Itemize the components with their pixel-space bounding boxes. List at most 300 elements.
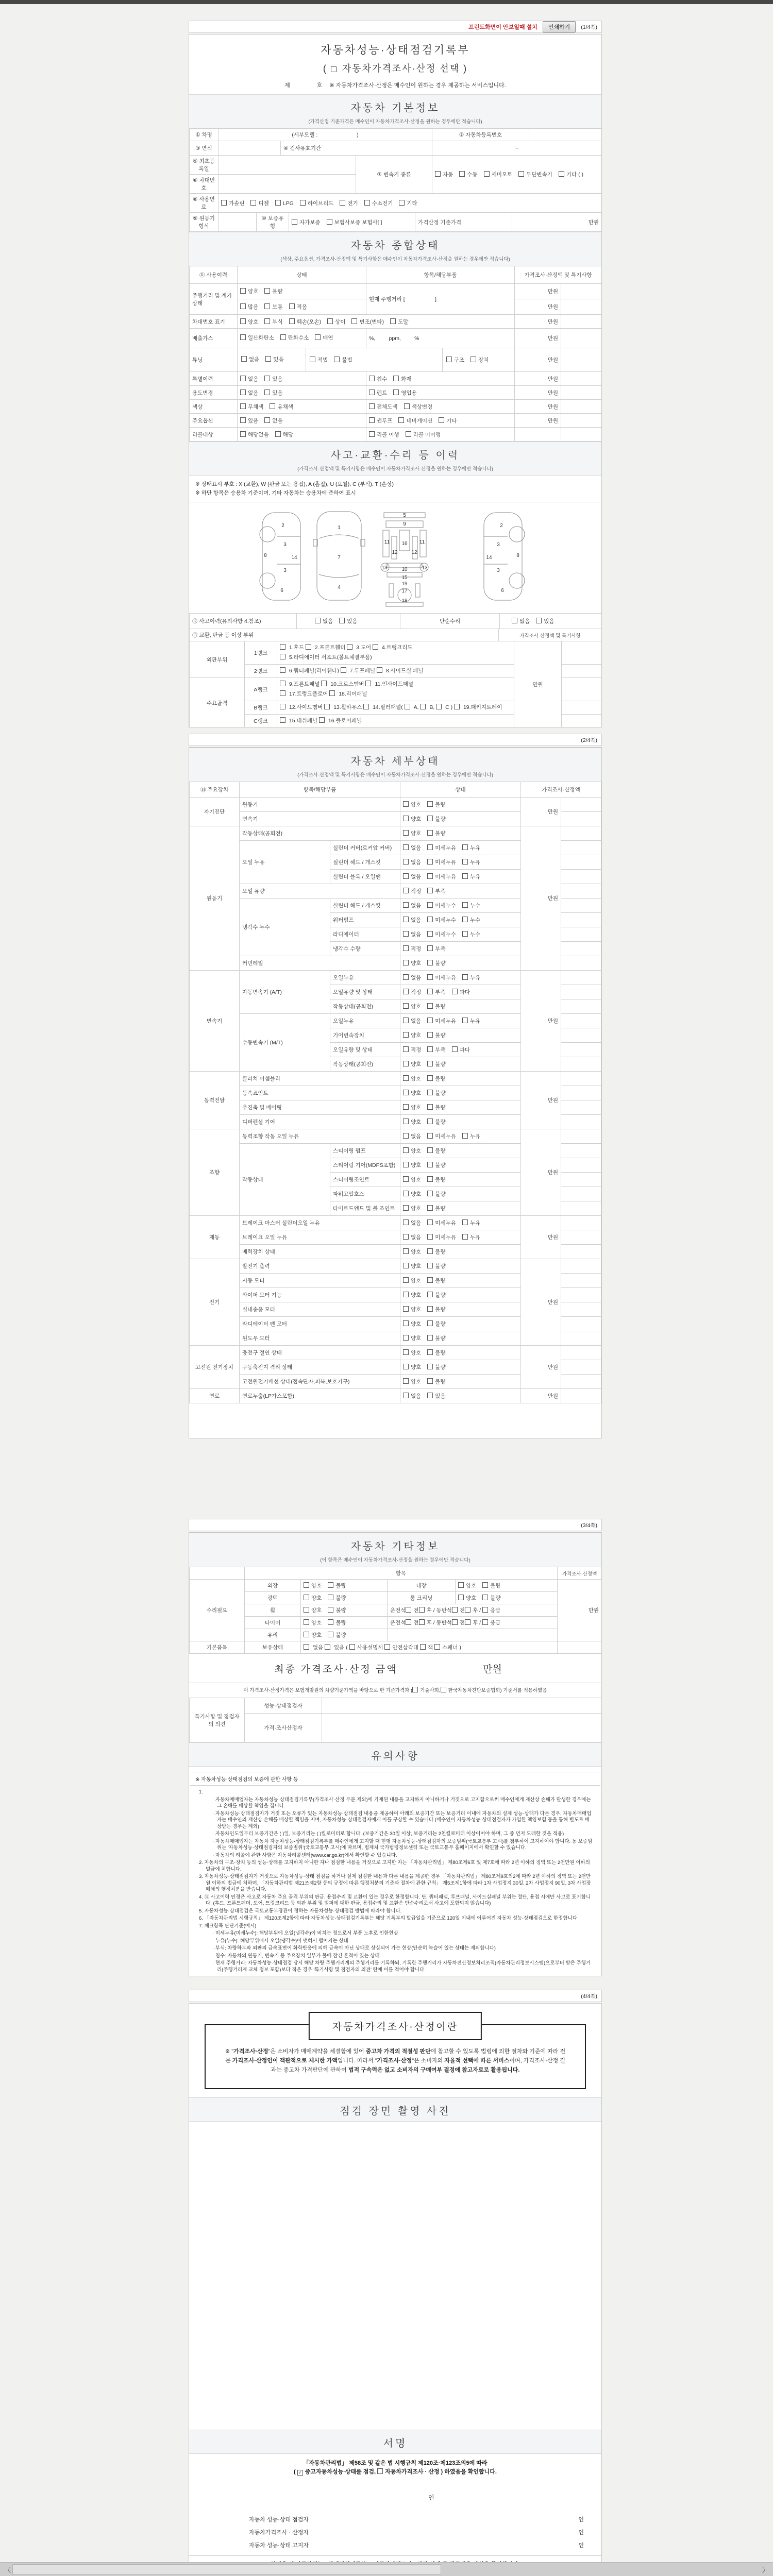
checkbox[interactable] (264, 318, 270, 324)
checkbox[interactable] (427, 1032, 433, 1038)
checkbox[interactable] (427, 1263, 433, 1268)
checkbox-option (462, 859, 480, 866)
checkbox[interactable] (403, 888, 409, 893)
row-tuning-label: 튜닝 (190, 348, 238, 372)
checkbox-option (265, 357, 283, 363)
option-label: 수소전기 (372, 200, 393, 207)
checkbox[interactable] (403, 1191, 409, 1196)
checkbox[interactable] (427, 931, 433, 937)
state-options (400, 999, 521, 1014)
checkbox[interactable] (304, 1644, 309, 1650)
checkbox[interactable] (482, 1619, 488, 1625)
checkbox[interactable] (441, 1687, 446, 1692)
checkbox[interactable] (264, 389, 270, 395)
checkbox[interactable] (452, 989, 458, 994)
checkbox[interactable] (304, 1582, 309, 1588)
rank-note (562, 715, 602, 728)
checkbox[interactable] (280, 717, 285, 723)
checkbox[interactable] (328, 1595, 333, 1600)
checkbox-option (403, 1220, 421, 1226)
checkbox[interactable] (331, 66, 337, 72)
checkbox[interactable] (419, 1619, 425, 1625)
checkbox[interactable] (465, 1607, 470, 1613)
checkbox[interactable] (482, 1607, 488, 1613)
fuel-option (399, 200, 417, 207)
option-label: 누유 (469, 1234, 481, 1241)
checkbox[interactable] (427, 1090, 433, 1095)
checkbox-option (427, 931, 456, 938)
notice-no: 6. (199, 1916, 203, 1921)
checkbox[interactable] (465, 1619, 470, 1625)
panel-number: 15 (401, 575, 408, 581)
checkbox[interactable] (403, 945, 409, 951)
checkbox[interactable] (427, 1162, 433, 1167)
checkbox[interactable] (427, 888, 433, 893)
scroll-right-arrow[interactable]: 〉 (762, 2566, 769, 2574)
checkbox[interactable] (373, 644, 378, 650)
checkbox[interactable] (405, 704, 410, 709)
checkbox[interactable] (403, 816, 409, 821)
option-label: 양호 (411, 1292, 422, 1298)
checkbox[interactable] (384, 1644, 390, 1650)
checkbox[interactable] (304, 1632, 309, 1637)
checkbox[interactable] (403, 1306, 409, 1312)
checkbox[interactable] (427, 1219, 433, 1225)
checkbox-option (427, 1321, 445, 1327)
checkbox[interactable] (240, 318, 246, 324)
checkbox[interactable] (427, 1205, 433, 1211)
checkbox[interactable] (369, 403, 375, 409)
seal-mark: 인 (578, 2530, 584, 2536)
checkbox[interactable] (427, 989, 433, 994)
checkbox[interactable] (462, 902, 468, 908)
checkbox[interactable] (482, 1582, 488, 1588)
checkbox[interactable] (427, 1118, 433, 1124)
checkbox[interactable] (390, 318, 396, 324)
checkbox[interactable] (427, 974, 433, 980)
checkbox[interactable] (462, 974, 468, 980)
col-device: ⑭ 주요장치 (190, 782, 240, 798)
accident-history-row (189, 613, 602, 629)
group-note (561, 913, 601, 927)
checkbox[interactable] (403, 1335, 409, 1341)
checkbox[interactable] (329, 690, 335, 696)
checkbox[interactable] (289, 303, 295, 309)
option-label: 미세누유 (435, 1234, 456, 1241)
checkbox[interactable] (427, 1104, 433, 1110)
checkbox[interactable] (427, 830, 433, 836)
checkbox[interactable] (275, 200, 281, 206)
checkbox[interactable] (403, 917, 409, 922)
checkbox[interactable] (427, 1378, 433, 1384)
checkbox[interactable] (482, 1595, 488, 1600)
checkbox[interactable] (420, 704, 426, 709)
checkbox[interactable] (427, 1133, 433, 1139)
checkbox[interactable] (435, 171, 441, 177)
checkbox[interactable] (300, 200, 306, 206)
checkbox[interactable] (462, 931, 468, 937)
tuning-exist (238, 348, 306, 371)
checkbox-option (458, 1583, 476, 1589)
checkbox[interactable] (427, 1292, 433, 1297)
checkbox[interactable] (264, 417, 270, 423)
price-0: 만원 (515, 372, 561, 386)
checkbox[interactable] (427, 1277, 433, 1283)
checkbox[interactable] (324, 704, 330, 709)
checkbox-option (462, 917, 480, 923)
checkbox[interactable] (328, 1619, 333, 1625)
part-group-label: 작동상태 (240, 1144, 330, 1216)
checkbox-option (452, 1047, 470, 1053)
checkbox[interactable] (419, 1607, 425, 1613)
checkbox[interactable] (427, 873, 433, 879)
checkbox-option (240, 432, 269, 438)
checkbox[interactable] (369, 389, 375, 395)
checkbox[interactable] (427, 801, 433, 807)
checkbox[interactable] (403, 989, 409, 994)
checkbox[interactable] (334, 357, 340, 362)
checkbox[interactable] (446, 357, 452, 362)
rank-items: 15.대쉬패널 16.플로어패널 (277, 715, 514, 728)
scroll-left-arrow[interactable]: 〈 (4, 2566, 11, 2574)
checkbox[interactable] (275, 431, 281, 437)
checkbox[interactable] (280, 681, 285, 686)
checkbox[interactable] (403, 1234, 409, 1240)
checkbox[interactable] (347, 644, 352, 650)
checkbox[interactable] (327, 318, 333, 324)
part-label: 스티어링 기어(MDPS포함) (330, 1158, 400, 1173)
option-label: 무채색 (248, 403, 264, 410)
checkbox[interactable] (369, 417, 375, 423)
checkbox[interactable] (403, 1349, 409, 1355)
checkbox[interactable] (427, 1306, 433, 1312)
checkbox[interactable] (420, 1644, 426, 1650)
checkbox[interactable] (403, 1378, 409, 1384)
checkbox[interactable] (240, 403, 246, 409)
device-group-label: 제동 (190, 1216, 240, 1259)
option-label: 불량 (435, 802, 446, 808)
checkbox[interactable] (240, 417, 246, 423)
checkbox[interactable] (454, 704, 460, 709)
checkbox[interactable] (427, 917, 433, 922)
checkbox[interactable] (270, 403, 275, 409)
page-4 (189, 1990, 602, 2563)
checkbox[interactable] (462, 873, 468, 879)
checkbox-option (304, 1583, 322, 1589)
checkbox[interactable] (462, 844, 468, 850)
checkbox[interactable] (439, 417, 444, 423)
checkbox[interactable] (404, 403, 410, 409)
checkbox[interactable] (403, 1364, 409, 1369)
checkbox[interactable] (436, 704, 442, 709)
checkbox[interactable] (289, 318, 295, 324)
checkbox[interactable] (452, 1046, 458, 1052)
checkbox[interactable] (427, 1061, 433, 1066)
option-label: 없음 (248, 376, 259, 382)
checkbox[interactable] (306, 644, 311, 650)
checkbox[interactable] (458, 1582, 464, 1588)
checkbox[interactable] (403, 1018, 409, 1023)
checkbox[interactable] (403, 1320, 409, 1326)
repair-item-2: 룸 크리닝 (388, 1592, 456, 1604)
notice-no: 1. (199, 1789, 203, 1795)
checkbox[interactable] (403, 1176, 409, 1182)
emission-note (561, 329, 602, 348)
checkbox[interactable] (319, 717, 325, 723)
checkbox[interactable] (403, 1162, 409, 1167)
checkbox[interactable] (264, 303, 270, 309)
checkbox[interactable] (427, 902, 433, 908)
option-label: 양호 (411, 1263, 422, 1269)
checkbox[interactable] (462, 1219, 468, 1225)
part-label: 구동축전지 격리 상태 (240, 1360, 400, 1375)
checkbox[interactable] (406, 1619, 411, 1625)
checkbox[interactable] (264, 288, 270, 294)
checkbox-option (427, 1206, 445, 1212)
checkbox[interactable] (403, 1104, 409, 1110)
checkbox[interactable] (427, 1364, 433, 1369)
checkbox[interactable] (240, 389, 246, 395)
device-group-label: 조향 (190, 1129, 240, 1216)
checkbox[interactable] (406, 431, 411, 437)
option-label: 썬루프 (377, 417, 393, 424)
checkbox[interactable] (280, 667, 285, 673)
checkbox-option (393, 376, 411, 382)
group-note (561, 798, 601, 812)
checkbox[interactable] (403, 1046, 409, 1052)
rank-price: 만원 (514, 641, 562, 728)
checkbox[interactable] (427, 1335, 433, 1341)
checkbox[interactable] (403, 1032, 409, 1038)
option-label: 양호 (411, 1148, 422, 1154)
checkbox[interactable] (369, 376, 375, 381)
checkbox[interactable] (427, 1147, 433, 1153)
checkbox[interactable] (427, 816, 433, 821)
option-label: 누유 (469, 975, 481, 981)
panel-number: 16 (401, 541, 408, 547)
checkbox[interactable] (403, 830, 409, 836)
checkbox[interactable] (398, 417, 404, 423)
checkbox[interactable] (280, 644, 285, 650)
checkbox[interactable] (434, 1644, 440, 1650)
checkbox[interactable] (240, 376, 246, 381)
option-label: 불량 (435, 1292, 446, 1298)
checkbox[interactable] (462, 1018, 468, 1023)
checkbox[interactable] (452, 1607, 458, 1613)
option-label: 불량 (435, 1076, 446, 1082)
checkbox-option (427, 1105, 445, 1111)
checkbox[interactable] (363, 704, 369, 709)
checkbox[interactable] (250, 200, 256, 206)
option-label: 불량 (335, 1632, 346, 1638)
checkbox[interactable] (462, 859, 468, 865)
checkbox[interactable] (462, 1234, 468, 1240)
checkbox[interactable] (427, 1191, 433, 1196)
checkbox[interactable] (393, 376, 399, 381)
checkbox[interactable] (328, 1632, 333, 1637)
checkbox[interactable] (377, 667, 382, 673)
checkbox[interactable] (403, 1090, 409, 1095)
legend-line-2: ※ 하단 항목은 승용차 기준이며, 기타 자동차는 승용차에 준하여 표시 (195, 490, 356, 496)
checkbox[interactable] (403, 1205, 409, 1211)
print-button[interactable]: 인쇄하기 (543, 21, 576, 32)
checkbox[interactable] (403, 1003, 409, 1009)
checkbox[interactable] (462, 917, 468, 922)
checkbox[interactable] (403, 1061, 409, 1066)
checkbox[interactable] (304, 1595, 309, 1600)
section-title: 자동차 종합상태 (350, 240, 440, 251)
checkbox[interactable] (221, 200, 227, 206)
checkbox[interactable] (427, 859, 433, 865)
panel-number: 14 (486, 555, 492, 561)
checkbox[interactable] (403, 1277, 409, 1283)
checkbox[interactable] (280, 704, 285, 709)
checkbox[interactable] (328, 1607, 333, 1613)
checkbox[interactable] (351, 318, 357, 324)
checkbox[interactable] (484, 171, 490, 177)
checkbox[interactable] (427, 1176, 433, 1182)
group-price: 만원 (521, 826, 561, 971)
checkbox[interactable] (240, 303, 246, 309)
checkbox[interactable] (364, 200, 370, 206)
checkbox[interactable] (427, 1393, 433, 1398)
checkbox[interactable] (349, 1644, 355, 1650)
notice-item: 4. ⑫ 사고이력 인정은 사고로 자동차 주요 골격 부위의 판금, 용접수리 및 교환이 있는 경우로 한정합니다. 단, 쿼터패널, 루프패널, 사이드실패널 부위는 절단, 용접 시에만 사고로 표기합니다. (후드, 프론트펜더, 도어, 트렁크리드 등 외판 부위 및 범퍼에 대한 판금, 용접수리 및 교환은 단순수리로서 사고에 포함되지 않습니다) (199, 1894, 591, 1906)
checkbox-option (403, 917, 421, 923)
install-hint-link[interactable]: 프린트화면이 안보일때 설치 (468, 24, 537, 30)
option-label: 없음 (411, 1018, 422, 1024)
checkbox[interactable] (393, 389, 399, 395)
checkbox[interactable] (280, 334, 286, 340)
checkbox[interactable] (304, 1607, 309, 1613)
warranty-option (292, 219, 321, 226)
checkbox[interactable] (339, 618, 345, 623)
checkbox[interactable] (536, 618, 542, 623)
checkbox[interactable] (377, 2468, 383, 2474)
checkbox[interactable] (321, 681, 327, 686)
checkbox-option (403, 1307, 421, 1313)
checkbox[interactable] (304, 1619, 309, 1625)
option-label: 양호 (311, 1632, 322, 1638)
checkbox[interactable] (340, 200, 345, 206)
checkbox[interactable] (403, 1292, 409, 1297)
checkbox[interactable] (328, 1582, 333, 1588)
fuel-option (221, 200, 244, 207)
checkbox[interactable] (241, 356, 247, 362)
checkbox[interactable] (462, 1133, 468, 1139)
checkbox[interactable] (403, 1075, 409, 1081)
label-reg-no: ② 자동차등록번호 (432, 129, 529, 141)
exchange-label: ⑬ 교환, 판금 등 이상 부위 (190, 629, 499, 641)
option-label: 미세누유 (435, 1018, 456, 1024)
checkbox[interactable] (403, 1219, 409, 1225)
part-label: 오일유량 및 상태 (330, 985, 400, 999)
part-4 (366, 428, 515, 442)
checkbox[interactable] (406, 1607, 411, 1613)
checkbox[interactable] (403, 1248, 409, 1254)
checkbox[interactable] (240, 334, 246, 340)
checkbox[interactable] (427, 1234, 433, 1240)
checkbox[interactable] (403, 844, 409, 850)
checkbox[interactable] (458, 1595, 464, 1600)
checkbox-checked[interactable]: ✓ (297, 2470, 303, 2476)
checkbox[interactable] (280, 690, 285, 696)
checkbox[interactable] (369, 431, 375, 437)
appraisal-definition-title: 자동차가격조사·산정이란 (309, 2012, 482, 2040)
option-label: 매연 (323, 335, 333, 341)
checkbox[interactable] (459, 171, 465, 177)
checkbox[interactable] (403, 960, 409, 965)
document-number-line (189, 81, 601, 89)
checkbox[interactable] (427, 844, 433, 850)
checkbox[interactable] (265, 356, 271, 362)
checkbox[interactable] (559, 171, 564, 177)
group-note (561, 1346, 601, 1360)
checkbox[interactable] (512, 618, 517, 623)
checkbox[interactable] (341, 667, 346, 673)
checkbox[interactable] (452, 1619, 458, 1625)
checkbox-option (427, 1379, 445, 1385)
checkbox[interactable] (427, 1046, 433, 1052)
checkbox[interactable] (403, 902, 409, 908)
checkbox[interactable] (315, 334, 321, 340)
group-note (561, 1331, 601, 1346)
state-2 (238, 400, 366, 414)
checkbox[interactable] (403, 1263, 409, 1268)
checkbox[interactable] (518, 171, 524, 177)
checkbox[interactable] (365, 681, 371, 686)
checkbox[interactable] (427, 945, 433, 951)
checkbox[interactable] (403, 1393, 409, 1398)
checkbox[interactable] (403, 1133, 409, 1139)
checkbox[interactable] (403, 859, 409, 865)
checkbox[interactable] (470, 357, 476, 362)
checkbox[interactable] (315, 618, 321, 623)
checkbox[interactable] (264, 376, 270, 381)
checkbox-option (462, 1018, 480, 1024)
checkbox[interactable] (403, 873, 409, 879)
checkbox[interactable] (327, 219, 332, 225)
checkbox[interactable] (427, 1248, 433, 1254)
part-label: 작동상태(공회전) (330, 999, 400, 1014)
checkbox[interactable] (280, 654, 285, 659)
checkbox[interactable] (412, 1687, 418, 1692)
checkbox[interactable] (240, 288, 246, 294)
scrollbar-thumb[interactable] (12, 2564, 441, 2575)
checkbox[interactable] (403, 801, 409, 807)
checkbox[interactable] (403, 1147, 409, 1153)
checkbox[interactable] (240, 431, 246, 437)
checkbox[interactable] (427, 1018, 433, 1023)
checkbox[interactable] (427, 1349, 433, 1355)
checkbox[interactable] (399, 200, 405, 206)
checkbox[interactable] (427, 1003, 433, 1009)
checkbox[interactable] (403, 931, 409, 937)
checkbox[interactable] (325, 1644, 330, 1650)
checkbox[interactable] (403, 974, 409, 980)
horizontal-scrollbar[interactable] (0, 2562, 773, 2576)
checkbox[interactable] (292, 219, 297, 225)
option-label: 양호 (411, 960, 422, 967)
checkbox[interactable] (427, 1075, 433, 1081)
checkbox[interactable] (427, 960, 433, 965)
checkbox[interactable] (403, 1118, 409, 1124)
rank-table (189, 641, 602, 727)
option-label: 부족 (435, 1047, 446, 1053)
checkbox[interactable] (427, 1320, 433, 1326)
rank-items: 1.후드 2.프론트휀더 3.도어 4.트렁크리드 5.라디에이터 서포트(볼트체결부품) (277, 641, 514, 665)
checkbox[interactable] (310, 357, 315, 362)
